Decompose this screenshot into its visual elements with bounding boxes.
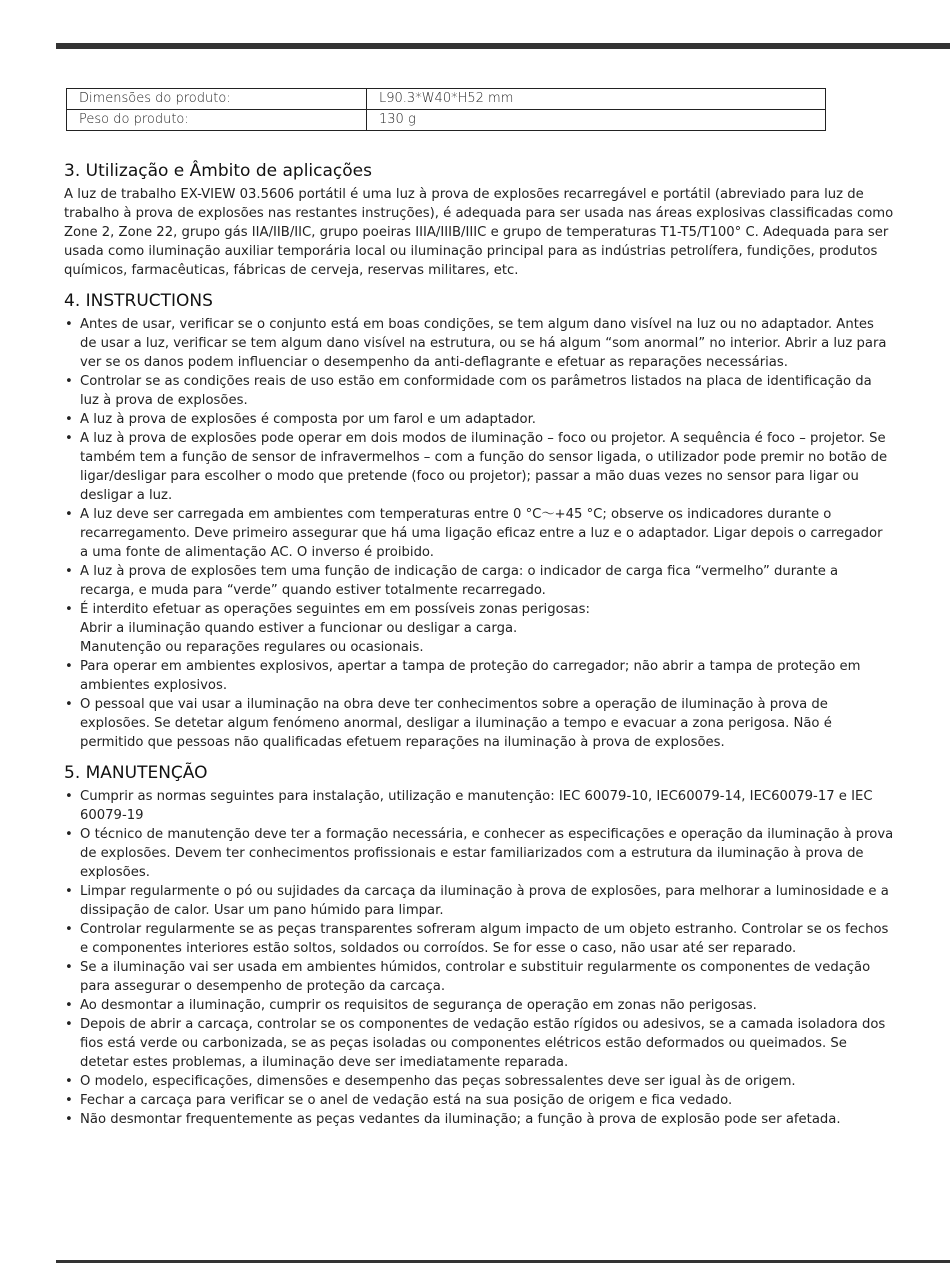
- list-subitem: Abrir a iluminação quando estiver a funcionar ou desligar a carga.: [80, 621, 518, 636]
- instructions-list: [64, 315, 894, 752]
- section-title: 4. INSTRUCTIONS: [64, 291, 213, 311]
- list-item: [64, 600, 894, 657]
- section-paragraph: A luz de trabalho EX-VIEW 03.5606 portátil é uma luz à prova de explosões recarregável e portátil (abreviado para luz de trabalho à prova de explosões nas restantes instruções), é adequada para ser usada nas áreas explosivas classificadas como Zone 2, Zone 22, grupo gás IIA/IIB/IIC, grupo poeiras IIIA/IIIB/IIIC e grupo de temperaturas T1-T5/T100° C. Adequada para ser usada como iluminação auxiliar temporária local ou iluminação principal para as indústrias petrolífera, fundições, produtos químicos, farmacêuticas, fábricas de cerveja, reservas militares, etc.: [64, 187, 894, 278]
- list-subitem: Manutenção ou reparações regulares ou ocasionais.: [80, 640, 424, 655]
- list-item: • Controlar regularmente se as peças transparentes sofreram algum impacto de um objeto estranho. Controlar se os fechos e componentes interiores estão soltos, soldados ou corroídos. Se for esse o caso, não usar até ser reparado.: [64, 920, 894, 958]
- list-item: • O técnico de manutenção deve ter a formação necessária, e conhecer as especificações e operação da iluminação à prova de explosões. Devem ter conhecimentos profissionais e estar familiarizados com a estrutura da iluminação à prova de explosões.: [64, 825, 894, 882]
- list-item: • Se a iluminação vai ser usada em ambientes húmidos, controlar e substituir regularmente os componentes de vedação para assegurar o desempenho de proteção da carcaça.: [64, 958, 894, 996]
- table-row: [67, 110, 826, 131]
- list-item: • Controlar se as condições reais de uso estão em conformidade com os parâmetros listados na placa de identificação da luz à prova de explosões.: [64, 372, 894, 410]
- section-instructions: [64, 290, 894, 752]
- spec-value: 130 g: [367, 110, 826, 131]
- list-item: • A luz deve ser carregada em ambientes com temperaturas entre 0 °C～+45 °C; observe os indicadores durante o recarregamento. Deve primeiro assegurar que há uma ligação eficaz entre a luz e o adaptador. Ligar depois o carregador a uma fonte de alimentação AC. O inverso é proibido.: [64, 505, 894, 562]
- table-row: [67, 89, 826, 110]
- list-item-text: É interdito efetuar as operações seguintes em em possíveis zonas perigosas:: [80, 602, 590, 617]
- list-item: • A luz à prova de explosões é composta por um farol e um adaptador.: [64, 410, 894, 429]
- list-item: • O modelo, especificações, dimensões e desempenho das peças sobressalentes deve ser igual às de origem.: [64, 1072, 894, 1091]
- bottom-rule: [56, 1260, 950, 1263]
- list-item: • Não desmontar frequentemente as peças vedantes da iluminação; a função à prova de explosão pode ser afetada.: [64, 1110, 894, 1129]
- list-item: • Para operar em ambientes explosivos, apertar a tampa de proteção do carregador; não abrir a tampa de proteção em ambientes explosivos.: [64, 657, 894, 695]
- list-item: • Ao desmontar a iluminação, cumprir os requisitos de segurança de operação em zonas não perigosas.: [64, 996, 894, 1015]
- list-item: • A luz à prova de explosões pode operar em dois modos de iluminação – foco ou projetor. A sequência é foco – projetor. Se também tem a função de sensor de infravermelhos – com a função do sensor ligada, o utilizador pode premir no botão de ligar/desligar para escolher o modo que pretende (foco ou projetor); passar a mão duas vezes no sensor para ligar ou desligar a luz.: [64, 429, 894, 505]
- section-usage: [64, 160, 894, 280]
- section-maintenance: [64, 762, 894, 1129]
- spec-value: L90.3*W40*H52 mm: [367, 89, 826, 110]
- top-rule: [56, 43, 950, 49]
- list-item: • A luz à prova de explosões tem uma função de indicação de carga: o indicador de carga fica “vermelho” durante a recarga, e muda para “verde” quando estiver totalmente recarregado.: [64, 562, 894, 600]
- document-body: [64, 160, 894, 1139]
- spec-table: [66, 88, 826, 131]
- spec-label: Dimensões do produto:: [67, 89, 367, 110]
- section-title: 5. MANUTENÇÃO: [64, 763, 208, 783]
- list-item: • O pessoal que vai usar a iluminação na obra deve ter conhecimentos sobre a operação de iluminação à prova de explosões. Se detetar algum fenómeno anormal, desligar a iluminação a tempo e evacuar a zona perigosa. Não é permitido que pessoas não qualificadas efetuem reparações na iluminação à prova de explosões.: [64, 695, 894, 752]
- spec-label: Peso do produto:: [67, 110, 367, 131]
- maintenance-list: [64, 787, 894, 1129]
- list-item: • Cumprir as normas seguintes para instalação, utilização e manutenção: IEC 60079-10, IEC60079-14, IEC60079-17 e IEC 60079-19: [64, 787, 894, 825]
- list-item: • Depois de abrir a carcaça, controlar se os componentes de vedação estão rígidos ou adesivos, se a camada isoladora dos fios está verde ou carbonizada, se as peças isoladas ou componentes elétricos estão deformados ou queimados. Se detetar estes problemas, a iluminação deve ser imediatamente reparada.: [64, 1015, 894, 1072]
- list-item: • Limpar regularmente o pó ou sujidades da carcaça da iluminação à prova de explosões, para melhorar a luminosidade e a dissipação de calor. Usar um pano húmido para limpar.: [64, 882, 894, 920]
- section-title: 3. Utilização e Âmbito de aplicações: [64, 161, 372, 181]
- list-item: • Antes de usar, verificar se o conjunto está em boas condições, se tem algum dano visível na luz ou no adaptador. Antes de usar a luz, verificar se tem algum dano visível na estrutura, ou se há algum “som anormal” no interior. Abrir a luz para ver se os danos podem influenciar o desempenho da anti-deflagrante e efetuar as reparações necessárias.: [64, 315, 894, 372]
- list-item: • Fechar a carcaça para verificar se o anel de vedação está na sua posição de origem e fica vedado.: [64, 1091, 894, 1110]
